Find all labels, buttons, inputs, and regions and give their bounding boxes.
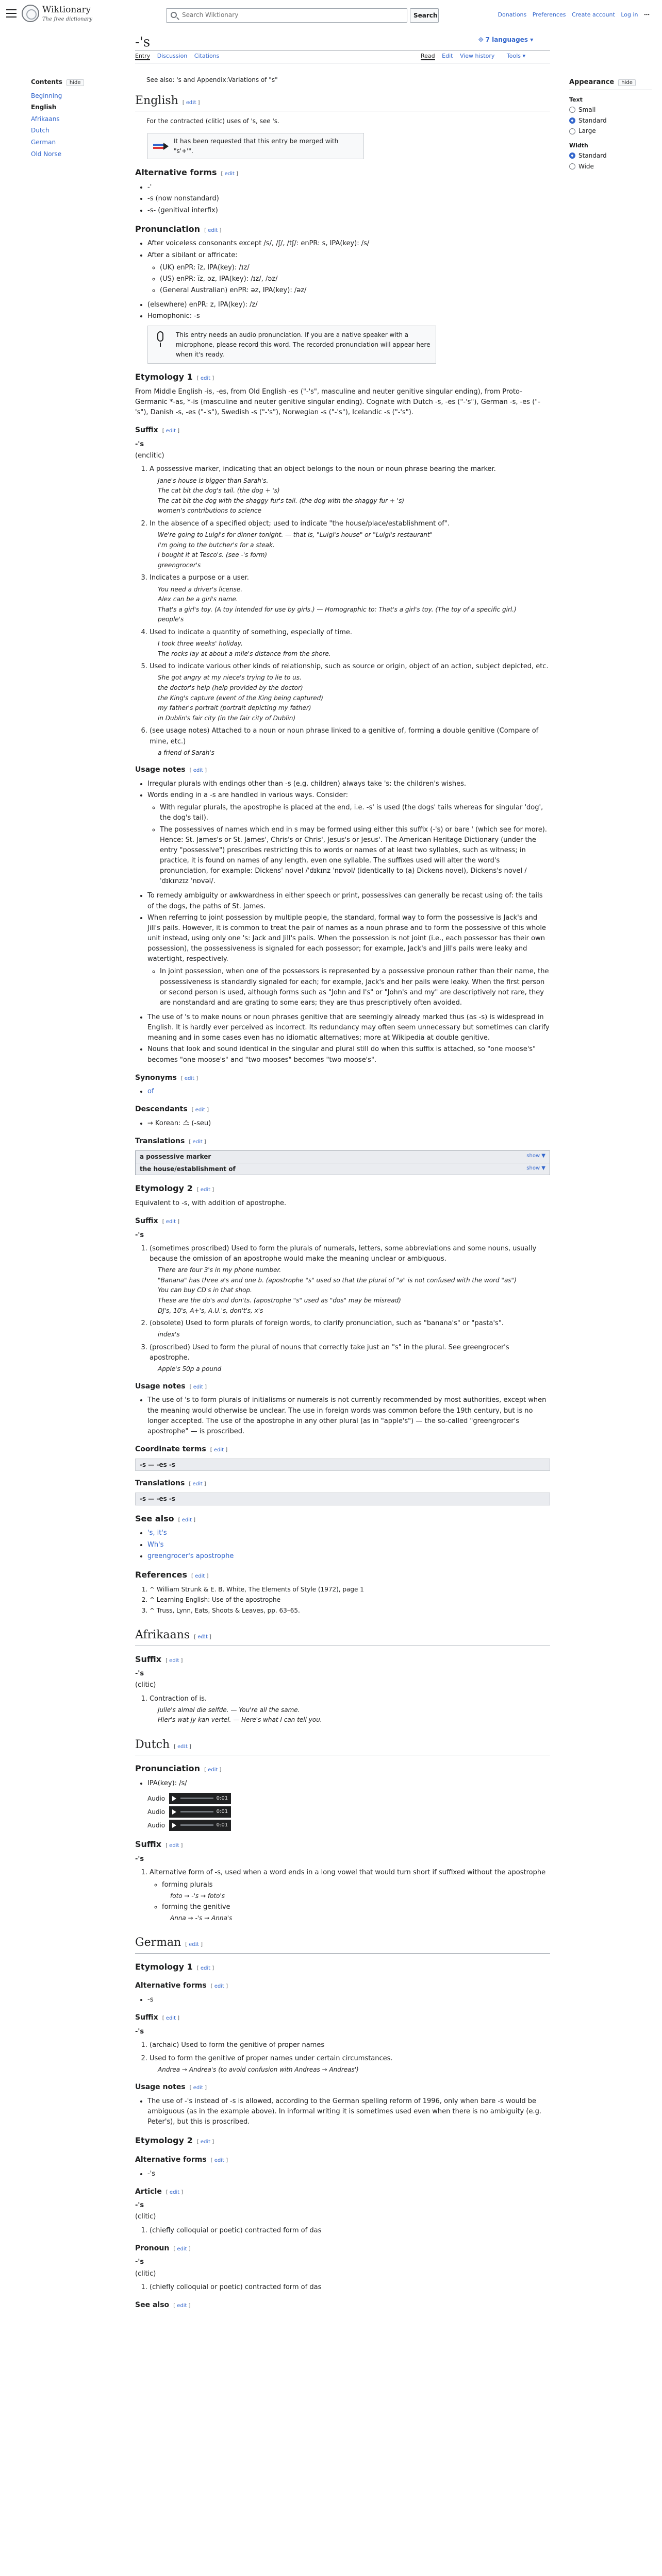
list-item: • greengrocer's apostrophe [147,1551,550,1562]
heading-suffix: Suffix [ edit ] [135,1654,183,1664]
create-account-link[interactable]: Create account [571,11,615,18]
view-tabs [416,52,525,60]
heading-usage-notes: Usage notes [ edit ] [135,766,207,774]
headword: -'s [135,440,144,449]
list-item: • After voiceless consonants except /s/, /ʃ/, /tʃ/: enPR: s, IPA(key): /s/ [147,239,550,249]
heading-see-also: See also [ edit ] [135,1513,195,1523]
edit-link[interactable]: edit [200,376,211,382]
site-wordmark[interactable]: Wiktionary [42,5,91,15]
play-icon[interactable] [172,1809,176,1815]
example: DJ's, 10's, A+'s, A.U.'s, don't's, x's [158,1307,263,1314]
heading-alternative-forms: Alternative forms [ edit ] [135,2155,228,2164]
list-item: ◦ In joint possession, when one of the possessors is represented by a possessive pronoun rather than their name, the possessiveness is standardly signaled for each; for example, Jack's and her pails were leaky. When the first person or second person is used, although forms such as "John and I's" or "John's and my" are descriptively not rare, they are nonstandard and are grating to some ears; they are thus prescriptively often avoided. [160,967,550,1008]
page-title: -'s [135,35,151,50]
heading-alternative-forms: Alternative forms [ edit ] [135,167,238,178]
translation-box[interactable]: the house/establishment of show ▼ [136,1163,550,1175]
toc-item-beginning[interactable]: Beginning [31,92,62,99]
appearance-hide-button[interactable]: hide [618,79,636,86]
headword: -'s [135,1231,144,1239]
list-item: • -s- (genitival interfix) [147,206,550,216]
edit-link: [ edit ] [182,99,200,106]
appearance-panel [569,77,652,172]
list-item: • → Korean: 스 (-seu) [147,1118,550,1129]
heading-etymology-2: Etymology 2 [ edit ] [135,1183,214,1194]
main-content [135,72,550,2314]
reference-item: 3. ^ Truss, Lynn, Eats, Shoots & Leaves, pp. 63–65. [150,1606,550,1616]
log-in-link[interactable]: Log in [621,11,638,18]
example: The cat bit the dog's tail. (the dog + 's) [158,487,280,495]
list-item: ◦ With regular plurals, the apostrophe is placed at the end, i.e. -s' is used (the dogs' tails whereas for singular 'dog', the dog's tail). [160,803,550,823]
list-item: • -' [147,182,550,193]
edit-link[interactable]: edit [197,1634,208,1640]
list-item: ◦ (General Australian) enPR: əz, IPA(key): /əz/ [160,285,550,296]
tab-read[interactable]: Read [421,53,435,59]
definition: 3. Indicates a purpose or a user. You need a driver's license. Alex can be a girl's name. That's a girl's toy. (A toy intended for use by girls.) — Homographic to: That's a girl's toy. (The toy of a specific girl.) people's [150,573,550,624]
example: Andrea → Andrea's (to avoid confusion with Andreas → Andreas') [158,2066,359,2074]
definition: 5. Used to indicate various other kinds of relationship, such as source or origin, object of an action, subject depicted, etc. She got angry at my niece's trying to lie to us. the doctor's help (help provided by the doctor) the King's capture (event of the King being captured) my father's portrait (portrait depicting my father) in Dublin's fair city (in the fair city of Dublin) [150,662,550,723]
definition: 1. Contraction of is. Julle's almal die selfde. — You're all the same. Hier's wat jy kan vertel. — Here's what I can tell you. [150,1694,550,1725]
example: I took three weeks' holiday. [158,640,243,648]
list-item: • To remedy ambiguity or awkwardness in either speech or print, possessives can generally be recast using of: the tails of the dogs, the paths of St. James. [147,891,550,911]
list-item: ◦ forming plurals foto → -'s → foto's [162,1880,550,1901]
table-of-contents [31,77,103,160]
radio-icon[interactable] [569,107,575,113]
audio-player[interactable]: 0:01 [169,1793,231,1804]
width-label: Width [569,142,588,149]
edit-link[interactable]: edit [195,1573,205,1579]
list-item: • of [147,1087,550,1097]
width-standard[interactable]: Standard [569,151,652,161]
audio-row: Audio 0:01 [147,1820,550,1831]
list-item: ◦ (US) enPR: ĭz, əz, IPA(key): /ɪz/, /əz/ [160,274,550,284]
heading-etymology-1: Etymology 1 [ edit ] [135,1961,214,1972]
search-box [166,8,407,23]
tab-discussion[interactable]: Discussion [157,53,188,59]
toc-item-dutch[interactable]: Dutch [31,127,49,134]
list-item: ◦ forming the genitive Anna → -'s → Anna's [162,1902,550,1923]
example: Hier's wat jy kan vertel. — Here's what I can tell you. [158,1716,322,1724]
heading-pronunciation: Pronunciation [ edit ] [135,1764,222,1773]
tab-view-history[interactable]: View history [459,53,495,59]
list-item: • -'s [147,2169,550,2179]
example: Alex can be a girl's name. [158,596,238,603]
heading-alternative-forms: Alternative forms [ edit ] [135,1981,228,1990]
list-item: • Wh's [147,1540,550,1550]
toc-item-old-norse[interactable]: Old Norse [31,150,62,158]
list-item: • (elsewhere) enPR: z, IPA(key): /z/ [147,300,550,310]
merge-request-box: It has been requested that this entry be merged with "s'+'". [147,133,364,159]
example: You need a driver's license. [158,585,243,593]
toc-title: Contents [31,78,62,86]
heading-see-also: See also [ edit ] [135,2300,191,2309]
alternative-forms-list [135,182,550,215]
tab-citations[interactable]: Citations [194,53,220,59]
audio-row: Audio 0:01 [147,1806,550,1818]
tab-tools[interactable]: Tools ▾ [506,53,526,59]
headword: -'s [135,2027,144,2036]
donations-link[interactable]: Donations [498,11,527,18]
site-tagline: The free dictionary [42,16,92,22]
list-item: ◦ The possessives of names which end in s may be formed using either this suffix (-'s) or bare ' (which see for more). Hence: St. James's or St. James', Chris's or Chris', Jesus's or Jesus'. The American Heritage Dictionary (under the entry "possessive") prescribes restricting this to words or names of at least two syllables, such as witness; in practice, it is found on names of any length, even one syllable. The suffixes used will alter the word's pronunciation, for example: Dickens' novel /ˈdɪkɪnz ˈnɒvəl/ (identically to (a) Dickens novel), Dickens's novel /ˈdɪkɪnzɪz ˈnɒvəl/. [160,825,550,887]
example: She got angry at my niece's trying to lie to us. [158,674,302,682]
edit-link[interactable]: edit [177,2246,187,2252]
edit-link[interactable]: edit [224,171,235,177]
translation-box[interactable]: -s — -es -s [135,1493,550,1505]
headword: -'s [135,1670,144,1678]
heading-suffix: Suffix [ edit ] [135,2013,180,2022]
toc-item-afrikaans[interactable]: Afrikaans [31,115,60,123]
list-item: • Homophonic: -s [147,311,550,321]
example: my father's portrait (portrait depicting my father) [158,704,311,712]
example: greengrocer's [158,561,201,569]
heading-translations: Translations [ edit ] [135,1479,206,1488]
merge-icon [153,143,169,150]
example: You can buy CD's in that shop. [158,1286,252,1294]
edit-link[interactable]: edit [200,1187,211,1193]
heading-etymology-2: Etymology 2 [ edit ] [135,2136,214,2146]
edit-link[interactable]: edit [200,2139,211,2145]
heading-references: References [ edit ] [135,1569,209,1580]
list-item: • -s (now nonstandard) [147,194,550,204]
list-item: • Nouns that look and sound identical in the singular and plural still do when this suffix is attached, so "one moose's" becomes "one moose's" and "two mooses" becomes "two moose's". [147,1044,550,1065]
list-item: • The use of -'s instead of -s is allowed, according to the German spelling reform of 1996, only when bare -s would be ambiguous (as in the example above). In informal writing it is sometimes used even when there is no ambiguity (e.g. Peter's), but this is proscribed. [147,2096,550,2127]
list-item: • The use of 's to make nouns or noun phrases genitive that are seemingly already marked thus (as -s) is widespread in English. It is hardly ever perceived as incorrect. Its redundancy may often seem unnecessary but sometimes can clarify meaning and in some cases even has no idiomatic alternatives; more at Wikipedia at double genitive. [147,1012,550,1043]
definitions-list [135,1868,550,1923]
microphone-icon [157,331,163,342]
text-size-label: Text [569,96,583,104]
definition: 1. (chiefly colloquial or poetic) contracted form of das [150,2226,550,2236]
definition: 2. (obsolete) Used to form plurals of foreign words, to clarify pronunciation, such as "banana's" or "pasta's". index's [150,1318,550,1340]
toc-item-german[interactable]: German [31,138,56,146]
personal-tools [494,10,650,19]
reference-item: 2. ^ Learning English: Use of the apostrophe [150,1595,550,1605]
radio-icon[interactable] [569,163,575,170]
list-item: • IPA(key): /s/ [147,1778,550,1789]
list-item: • When referring to joint possession by multiple people, the standard, formal way to form the possessive is Jack's and Jill's pails. However, it is common to treat the pair of names as a noun phrase and to form the possessive of this whole unit instead, using only one 's: Jack and Jill's pails. When the possession is not joint (i.e., each possessor has their own possession), the possessiveness is signaled for each possessor; for example, Jack's and Jill's pails were leaky and watertight, respectively. ◦ In joint possession, when one of the possessors is represented by a possessive pronoun rather than their name, the possessiveness is standardly signaled for each; for example, Jack's and her pails were leaky. When the first person or second person is used, although forms such as "John and I's" or "John's and my" are descriptively not rare, they are nonstandard and are grating to some ears; they are thus prescriptively often avoided. [147,913,550,1008]
example: Apple's 50p a pound [158,1365,222,1373]
search-icon [171,12,177,18]
headword: -'s [135,2201,144,2210]
radio-icon[interactable] [569,128,575,134]
etymology-text: Equivalent to -s, with addition of apostrophe. [135,1199,287,1207]
heading-afrikaans: Afrikaans [ edit ] [135,1626,550,1646]
edit-link[interactable]: edit [192,1481,203,1487]
heading-usage-notes: Usage notes [ edit ] [135,1382,207,1391]
example: These are the do's and don'ts. (apostrophe "s" used as "dos" may be misread) [158,1297,401,1304]
example: a friend of Sarah's [158,749,214,756]
definition: 3. (proscribed) Used to form the plural of nouns that correctly take just an "s" in the plural. See greengrocer's apostrophe. Apple's 50p a pound [150,1343,550,1374]
definition: 1. A possessive marker, indicating that an object belongs to the noun or noun phrase bearing the marker. Jane's house is bigger than Sarah's. The cat bit the dog's tail. (the dog + 's) The cat bit the dog with the shaggy fur's tail. (the dog with the shaggy fur + 's) women's contributions to science [150,464,550,516]
definitions-list [135,464,550,757]
definition: 2. Used to form the genitive of proper names under certain circumstances. Andrea → Andrea's (to avoid confusion with Andreas → Andreas') [150,2054,550,2075]
example: We're going to Luigi's for dinner tonight. — that is, "Luigi's house" or "Luigi's restaurant" [158,531,433,539]
more-options-icon[interactable]: ⋯ [644,11,650,18]
contracted-note: For the contracted (clitic) uses of 's, see 's. [146,117,279,125]
heading-suffix: Suffix [ edit ] [135,426,180,435]
edit-link[interactable]: edit [169,1657,179,1664]
show-button[interactable]: show ▼ [526,1165,545,1171]
heading-article: Article [ edit ] [135,2187,184,2196]
heading-translations: Translations [ edit ] [135,1137,206,1146]
example: I'm going to the butcher's for a steak. [158,541,275,549]
references-list [135,1585,550,1616]
toc-hide-button[interactable]: hide [67,79,84,86]
edit-link[interactable]: edit [177,1743,188,1750]
namespace-tabs [135,52,224,60]
edit-link[interactable]: edit [200,1965,211,1971]
radio-selected-icon[interactable] [569,152,575,159]
edit-link[interactable]: edit [166,2015,176,2022]
play-icon[interactable] [172,1823,176,1828]
headword-gloss: (clitic) [135,2269,156,2278]
example: women's contributions to science [158,507,262,515]
list-item: • 's, it's [147,1528,550,1538]
example: That's a girl's toy. (A toy intended for use by girls.) — Homographic to: That's a girl's toy. (The toy of a specific girl.) [158,605,517,613]
usage-notes-list [135,779,550,1065]
main-menu-button[interactable] [6,9,16,18]
edit-link[interactable]: edit [193,768,203,774]
audio-request-box: This entry needs an audio pronunciation. If you are a native speaker with a microphone, please record this word. The recorded pronunciation will appear here when it's ready. [147,326,436,364]
list-item: • -s [147,1995,550,2005]
definition: 2. In the absence of a specified object; used to indicate "the house/place/establishment of". We're going to Luigi's for dinner tonight. — that is, "Luigi's house" or "Luigi's restaurant" I'm going to the butcher's for a steak. I bought it at Tesco's. (see -'s form) greengrocer's [150,519,550,570]
example: the doctor's help (help provided by the doctor) [158,684,303,692]
example: Jane's house is bigger than Sarah's. [158,477,269,484]
hatnote: See also: 's and Appendix:Variations of "s" [146,76,278,83]
definitions-list [135,1244,550,1374]
heading-descendants: Descendants [ edit ] [135,1105,209,1114]
search-button[interactable]: Search [410,8,439,23]
edit-link[interactable]: edit [184,1075,195,1081]
example: I bought it at Tesco's. (see -'s form) [158,551,268,559]
translation-box[interactable]: a possessive marker show ▼ [136,1151,550,1163]
edit-link[interactable]: edit [169,1842,179,1849]
edit-link[interactable]: edit [193,1384,203,1390]
reference-item: 1. ^ William Strunk & E. B. White, The Elements of Style (1972), page 1 [150,1585,550,1595]
example: Julle's almal die selfde. — You're all the same. [158,1706,300,1714]
tab-edit[interactable]: Edit [442,53,453,59]
heading-etymology-1: Etymology 1 [ edit ] [135,372,214,382]
etymology-text: From Middle English -is, -es, from Old English -es ("-'s", masculine and neuter genitive singular ending), from Proto-Germanic *-as, *-is (masculine and neuter genitive singular ending). Cognate with Dutch -s, -es ("-'s"), German -s, -es ("-'s"), Danish -s, -es ("-'s"), Swedish -s ("-'s"), Norwegian -s ("-'s"), Icelandic -s ("-'s"). [135,388,540,417]
radio-selected-icon[interactable] [569,117,575,124]
headword: -'s [135,2258,144,2266]
wiktionary-logo[interactable] [22,5,39,22]
edit-link[interactable]: edit [214,1984,224,1990]
list-item: • The use of 's to form plurals of initialisms or numerals is not currently recommended by most authorities, except when the meaning would otherwise be unclear. The use in foreign words was common before the 19th century, but is no longer accepted. The use of the apostrophe in any other plural (as in "apple's") — the so-called "greengrocer's apostrophe" — is proscribed. [147,1395,550,1437]
appearance-title: Appearance [569,78,615,86]
example: the King's capture (event of the King being captured) [158,694,323,702]
edit-link[interactable]: edit [195,1107,205,1113]
definitions-list [135,2040,550,2075]
definition: 1. (sometimes proscribed) Used to form the plurals of numerals, letters, some abbreviations and some nouns, usually because the omission of an apostrophe would make the meaning unclear or ambiguous. There are four 3's in my phone number. "Banana" has three a's and one b. (apostrophe "s" used so that the plural of "a" is not confused with the word "as") You can buy CD's in that shop. These are the do's and don'ts. (apostrophe "s" used as "dos" may be misread) DJ's, 10's, A+'s, A.U.'s, don't's, x's [150,1244,550,1315]
definition: 1. (archaic) Used to form the genitive of proper names [150,2040,550,2050]
text-size-large[interactable]: Large [569,126,652,136]
list-item: • Irregular plurals with endings other than -s (e.g. children) always take 's: the children's wishes. [147,779,550,789]
example: Anna → -'s → Anna's [170,1914,233,1922]
show-button[interactable]: show ▼ [526,1153,545,1159]
example: "Banana" has three a's and one b. (apostrophe "s" used so that the plural of "a" is not confused with the word "as") [158,1276,517,1284]
heading-dutch: Dutch [ edit ] [135,1736,550,1755]
audio-player[interactable]: 0:01 [169,1820,231,1831]
edit-link[interactable]: edit [177,2302,187,2309]
edit-link[interactable]: edit [193,2084,203,2091]
coordinate-terms-box[interactable]: -s — -es -s [135,1459,550,1471]
languages-button[interactable]: ⟐ 7 languages ▾ [478,36,534,43]
edit-link[interactable]: edit [192,1139,203,1145]
heading-suffix: Suffix [ edit ] [135,1839,183,1849]
edit-link[interactable]: edit [189,1942,199,1948]
heading-pronunciation: Pronunciation [ edit ] [135,224,222,234]
example: people's [158,616,184,623]
search-input[interactable] [181,11,398,19]
edit-link[interactable]: edit [214,2157,224,2163]
edit-link[interactable]: edit [181,1517,192,1523]
audio-row: Audio 0:01 [147,1793,550,1804]
edit-link[interactable]: edit [213,1447,224,1453]
example: The rocks lay at about a mile's distance from the shore. [158,650,331,657]
edit-link[interactable]: edit [166,1219,176,1225]
headword-gloss: (clitic) [135,2213,156,2221]
example: There are four 3's in my phone number. [158,1266,282,1274]
heading-coordinate-terms: Coordinate terms [ edit ] [135,1445,228,1454]
definitions-list [135,1694,550,1725]
list-item: ◦ (UK) enPR: ĭz, IPA(key): /ɪz/ [160,263,550,273]
heading-english: English [ edit ] [135,92,550,111]
list-item: • After a sibilant or affricate: ◦ (UK) enPR: ĭz, IPA(key): /ɪz/ ◦ (US) enPR: ĭz, əz, IPA(key): /ɪz/, /əz/ ◦ (General Australian) enPR: əz, IPA(key): /əz/ [147,250,550,296]
list-item: • Words ending in a -s are handled in various ways. Consider: ◦ With regular plurals, the apostrophe is placed at the end, i.e. -s' is used (the dogs' tails whereas for singular 'dog', the dog's tail). ◦ The possessives of names which end in s may be formed using either this suffix (-'s) or bare ' (which see for more). Hence: St. James's or St. James', Chris's or Chris', Jesus's or Jesus'. The American Heritage Dictionary (under the entry "possessive") prescribes restricting this to words or names of at least two syllables, such as witness; in practice, it is found on names of any length, even one syllable. The suffixes used will alter the word's pronunciation, for example: Dickens' novel /ˈdɪkɪnz ˈnɒvəl/ (identically to (a) Dickens novel), Dickens's novel /ˈdɪkɪnzɪz ˈnɒvəl/. [147,790,550,887]
heading-pronoun: Pronoun [ edit ] [135,2244,191,2252]
translation-table [135,1150,550,1175]
width-wide[interactable]: Wide [569,162,652,172]
headword: -'s [135,1855,144,1863]
edit-link[interactable]: edit [208,227,218,233]
example: foto → -'s → foto's [170,1892,225,1900]
heading-usage-notes: Usage notes [ edit ] [135,2082,207,2091]
example: The cat bit the dog with the shaggy fur's tail. (the dog with the shaggy fur + 's) [158,497,405,504]
pronunciation-list [135,239,550,321]
tab-entry[interactable]: Entry [135,53,151,59]
headword-gloss: (clitic) [135,1681,156,1689]
toc-item-english[interactable]: English [31,104,57,111]
heading-german: German [ edit ] [135,1934,550,1953]
heading-synonyms: Synonyms [ edit ] [135,1073,198,1082]
text-size-standard[interactable]: Standard [569,116,652,126]
edit-link[interactable]: edit [166,428,176,434]
heading-suffix: Suffix [ edit ] [135,1217,180,1226]
text-size-small[interactable]: Small [569,105,652,115]
definition: 1. Alternative form of -s, used when a word ends in a long vowel that would turn short if suffixed without the apostrophe ◦ forming plurals foto → -'s → foto's ◦ forming the genitive Anna → -'s → Anna's [150,1868,550,1923]
site-header [0,0,662,31]
headword-gloss: (enclitic) [135,452,164,460]
edit-link[interactable]: edit [208,1767,218,1773]
preferences-link[interactable]: Preferences [532,11,566,18]
definition: 4. Used to indicate a quantity of something, especially of time. I took three weeks' holiday. The rocks lay at about a mile's distance from the shore. [150,628,550,658]
edit-link[interactable]: edit [169,2189,180,2195]
example: index's [158,1331,180,1338]
audio-player[interactable]: 0:01 [169,1806,231,1818]
definition: 6. (see usage notes) Attached to a noun or noun phrase linked to a genitive of, forming a double genitive (Compare of mine, etc.) a friend of Sarah's [150,726,550,757]
example: in Dublin's fair city (in the fair city of Dublin) [158,714,296,722]
title-divider [135,50,550,51]
play-icon[interactable] [172,1796,176,1801]
definition: 1. (chiefly colloquial or poetic) contracted form of das [150,2282,550,2293]
